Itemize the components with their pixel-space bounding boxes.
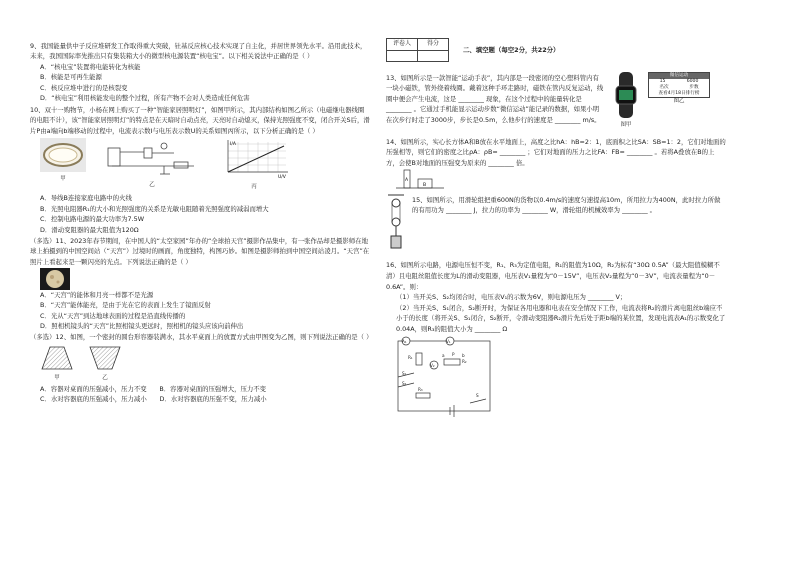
q10-option-d: D．滑动变阻器的最大阻值为120Ω (40, 225, 139, 234)
label-s: S (476, 392, 479, 398)
label-p: P (452, 351, 455, 357)
frustum-container-upright (40, 345, 74, 371)
iu-graph (218, 138, 290, 180)
score-cell-score (418, 50, 449, 61)
label-a: a (442, 352, 445, 358)
fig-label-jia-12: 甲 (54, 374, 60, 381)
figure-wechat-screen (648, 72, 710, 105)
container-yi (88, 345, 122, 382)
label-r1: R₁ (408, 354, 413, 360)
right-column (386, 0, 726, 417)
question-10: 10、双十一购物节，小杨在网上购买了一种“智能家居照明灯”，如图甲所示，其内部结构如图乙所示（电磁继电器线圈的电阻不计），该“智能家居照明灯”的特点是在天暗时自动点亮，天亮时自动熄灭，保持光照强度不变，闭合开关S后，滑片P由a端向b端移动的过程中，电流表示数I与电压表示数U的关系如图丙所示，以下分析正确的是（ ） (30, 105, 370, 135)
q12-options-cd (30, 394, 370, 405)
block-b-label: B (423, 183, 427, 189)
score-band (386, 0, 726, 54)
q9-option-b: B．核能是可再生能源 (40, 73, 102, 82)
label-r2: R₂ (462, 358, 467, 364)
score-cell-grader (387, 50, 418, 61)
q11-option-a: A．“天宫”的能体和月亮一样都不是光源 (40, 290, 154, 299)
q16-circuit-diagram (390, 335, 500, 417)
q12-figures (40, 345, 370, 382)
label-v1: V₁ (446, 338, 451, 344)
screen-rank-label: 名次 (659, 85, 669, 90)
q13-figures (610, 72, 726, 129)
wechat-sport-screen (648, 72, 710, 98)
pulley-system-figure (386, 194, 406, 254)
score-table (386, 38, 449, 62)
q12-option-a: A．容器对桌面的压强减小，压力不变 (40, 384, 147, 393)
figure-bing (218, 138, 290, 191)
q10-option-c: C．控制电路电源的最大功率为7.5W (40, 215, 145, 224)
question-12: （多选）12、如图，一个密封的圆台形容器装满水，其水平桌面上的放置方式由甲图变为乙图，则下列说法正确的是（ ） (30, 333, 373, 342)
fig-label-yi-12: 乙 (102, 374, 108, 381)
label-a1: A₁ (402, 338, 407, 344)
fig-label-watch: 图甲 (620, 121, 632, 128)
container-jia (40, 345, 74, 382)
q9-option-a: A．“核电宝”装置将电能转化为核能 (40, 62, 141, 71)
question-16: 16、如图所示电路，电源电压恒不变，R₁、R₃为定值电阻，R₁的阻值为10Ω，R₂为标有“30Ω 0.5A”（最大阻值模糊不清）且电阻丝阻值长度为L的滑动变阻器，电压表V₁量程为“0－15V”，电压表V₂量程为“0－3V”，电流表量程为“0－0.6A”。则： (386, 261, 720, 291)
screen-steps-label: 步数 (689, 85, 699, 90)
question-15: 15、如图所示，用滑轮组把重600N的货物以0.4m/s的速度匀速提高10m，所用拉力为400N，此时拉力所做的有用功为 ________ J，拉力的功率为 ________ W，滑轮组的机械效率为 ________ 。 (412, 195, 721, 215)
frustum-container-inverted (88, 345, 122, 371)
blocks-ab-figure (396, 168, 446, 190)
screen-title: 微信运动 (649, 73, 709, 79)
screen-leaderboard-link: 查看4月18日排行榜 (658, 91, 700, 96)
q11-option-c: C．光从“天宫”到达地球表面的过程是沿直线传播的 (40, 311, 186, 320)
q15-block (386, 194, 726, 254)
fig-label-jia: 甲 (60, 175, 66, 182)
q10-figures (40, 138, 370, 191)
q11-option-d: D．照相机镜头的“天宫”比照相镜头更远时，照相机的镜头应该向前伸出 (40, 322, 244, 331)
graph-x-label: U/V (278, 175, 286, 181)
question-13: 13、如图所示是一款智能“运动手表”，其内部是一段密闭的空心塑料管内有一块小磁铁，管外绕着线圈。戴着这种手环走路时，磁铁在管内反复运动，线圈中便会产生电流，这是 ________ 现象，在这个过程中的能量转化是 ________ 。它通过手机能显示运动步数“微信运动”能记录的数据，如果小明在次步行时走了3000步，步长是0.5m，么他步行的速度是 ________ m/s。 (386, 73, 604, 124)
smart-band-photo (610, 72, 642, 118)
q12-option-d: D．水对容器底的压强不变，压力减小 (159, 395, 267, 404)
question-9: 9、我国能量供中子反应堆研发工作取得重大突破，钍基反应核心技术实现了自主化，并居世界领先水平。沿用此技术，未来，我国国际率先推出只有集装箱大小的微型核电源装置“核电宝”。以下相关说法中正确的是（ ） (30, 41, 367, 61)
fig-label-yi: 乙 (149, 181, 155, 188)
screen-rank: 15 (659, 79, 666, 84)
label-v2: V₂ (430, 362, 435, 368)
block-a-label: A (405, 178, 409, 184)
q9-option-d: D．“核电宝”利用核能发电的整个过程，所有产物不会对人类造成任何危害 (40, 94, 250, 103)
label-s1: S₁ (402, 370, 407, 376)
relay-circuit-diagram (104, 138, 200, 178)
figure-watch (610, 72, 642, 129)
q12-options-ab (30, 384, 370, 395)
score-header-grader: 评卷人 (387, 39, 418, 51)
label-b: b (462, 352, 465, 358)
q12-option-c: C．水对容器底的压强减小，压力减小 (40, 395, 147, 404)
score-header-score: 得分 (418, 39, 449, 51)
q10-option-b: B．光照电阻器R₁的大小和光照强度的关系是光敏电阻随着光照强度的减弱而增大 (40, 204, 269, 213)
q10-option-a: A．导线B连接家庭电路中的火线 (40, 193, 132, 202)
q12-option-b: B．容器对桌面的压强增大，压力不变 (159, 384, 267, 393)
question-11: （多选）11、2023年春节期间，在中国人的“太空家园”年办的“全球拍天宫”摄影作品集中，有一张作品却是摄影师在地球上拍摄到的中国空间站（“天宫”）过境时的画面，角度独特，构图巧妙。如图是摄影师拍到中国空间站凌月。“天宫”在照片上看起来是一颗闪亮的光点。下列说法正确的是（ ） (30, 236, 370, 266)
left-column (30, 0, 373, 405)
question-14: 14、如图所示，实心长方体A和B放在水平地面上，高度之比hA：hB=2：1，底面积之比SA：SB=1：2，它们对地面的压强相等，则它们的密度之比ρA：ρB= ________ ；它们对地面的压力之比FA：FB= ________ 。若将A叠放在B的上方，会使B对地面的压强变为原来的 ________ 倍。 (386, 137, 726, 167)
figure-jia (40, 138, 86, 183)
graph-y-label: I/A (230, 142, 236, 148)
ceiling-lamp-photo (40, 138, 86, 172)
q11-option-b: B．“天宫”能体能亮，是由于光在它的表面上发生了镜面反射 (40, 301, 211, 310)
q16-sub-1: （1）当开关S、S₂均闭合时，电压表V₁的示数为6V，则电源电压为 ________ V； (396, 293, 627, 302)
q9-option-c: C．核反应堆中进行的是核裂变 (40, 83, 128, 92)
fig-label-bing: 丙 (251, 183, 257, 190)
label-r3: R₃ (418, 386, 423, 392)
screen-steps: 6000 (686, 79, 699, 84)
section-title: 二、填空题（每空2分，共22分） (463, 45, 560, 54)
moon-photo (40, 268, 70, 290)
fig-label-screen: 图乙 (673, 98, 685, 104)
q16-sub-2: （2）当开关S、S₁闭合，S₂断开时，为保证各用电器和电表在安全情况下工作，电流表将R₂的滑片离电阻丝b端应不小于的长度（将开关S、S₁闭合，S₂断开，令滑动变阻器R₂滑片先后处于距b端的某位置，发现电流表A₁的示数变化了0.04A，则R₃的阻值大小为 ________ Ω (396, 303, 726, 333)
q13-block (386, 72, 726, 129)
label-s2: S₂ (402, 380, 407, 386)
figure-yi (104, 138, 200, 189)
